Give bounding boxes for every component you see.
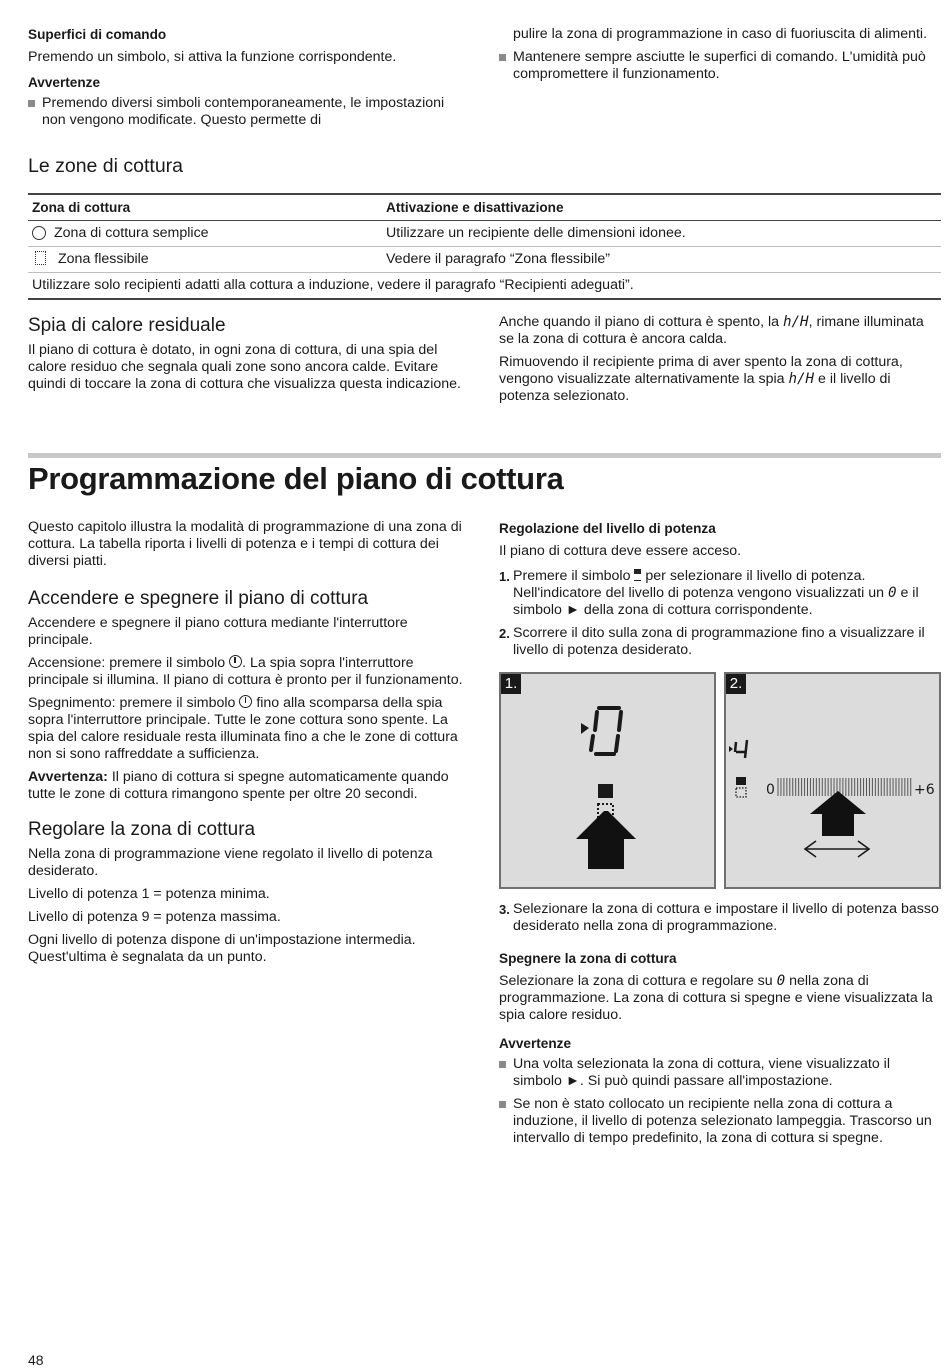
accendere-title: Accendere e spegnere il piano di cottura [28,588,369,609]
play-icon: ► [565,602,580,618]
seven-segment-zero [591,708,621,754]
accendere-p2 [28,655,468,689]
spegnere-notes-title: Avvertenze [499,1036,572,1051]
left-column [28,519,468,966]
accendere-p3 [28,695,468,763]
zone-select-icon [634,569,641,581]
prog-intro: Questo capitolo illustra la modalità di programmazione di una zona di cottura. La tabella riporta i livelli di potenza e i tempi di cottura dei diversi piatti. [28,519,462,569]
accendere-note-label: Avvertenza: [28,769,108,785]
power-icon [229,655,242,668]
circle-icon [32,226,46,240]
spegnere-text-start: Selezionare la zona di cottura e regolare su [499,973,773,989]
zona-semplice-label: Zona di cottura semplice [54,225,209,241]
livello-title: Regolazione del livello di potenza [499,521,716,536]
col-header-attivazione: Attivazione e disattivazione [382,195,941,221]
col-header-zona: Zona di cottura [28,195,382,221]
spegnere-note1-start: Una volta selezionata la zona di cottura, viene visualizzato il simbolo [513,1056,890,1089]
step-2-number: 2. [499,626,510,641]
spia-p2-end: , rimane illuminata se la zona di cottura è ancora calda. [499,314,924,347]
step-1-number: 1. [499,569,510,584]
slider-scale [778,778,911,796]
table-header-row [28,195,941,221]
figure-label-2: 2. [726,674,746,694]
table-cell: Vedere il paragrafo “Zona flessibile” [382,247,941,273]
step-1-part-c: e il simbolo [513,585,919,618]
accendere-p2-end: . La spia sopra l'interruttore principale si illumina. Il piano di cottura è pronto per il funzionamento. [28,655,463,688]
accendere-note [28,769,468,803]
spegnere-text [499,973,939,1024]
table-footer-row [28,273,941,300]
figure-1-drawing [501,674,714,887]
flex-zone-icon [35,251,46,265]
step-3-text: Selezionare la zona di cottura e impostare il livello di potenza basso desiderato nella zona di programmazione. [513,901,939,934]
spia-right-column [499,314,939,405]
right-column-top [499,520,939,659]
comandi-note2: Mantenere sempre asciutte le superfici di comando. L'umidità può compromettere il funzionamento. [499,49,939,83]
power-icon [239,695,252,708]
step-3-number: 3. [499,902,510,917]
spegnere-text-end: nella zona di programmazione. La zona di cottura si spegne e viene visualizzata la spia calore residuo. [499,973,933,1023]
comandi-notes-title: Avvertenze [28,75,101,90]
figure-2-drawing [726,674,939,887]
zone-title: Le zone di cottura [28,155,184,177]
spia-paragraph1: Il piano di cottura è dotato, in ogni zona di cottura, di una spia del calore residuo che segnala quali zone sono ancora calde. Evitare quindi di toccare la zona di cottura che visualizza questa indicazione. [28,342,461,392]
zone-table [28,195,941,300]
spegnere-note2: Se non è stato collocato un recipiente nella zona di cottura a induzione, il livello di potenza selezionato lampeggia. Trascorso un intervallo di tempo predefinito, la zona di cottura si spegne. [499,1096,939,1147]
chapter-title: Programmazione del piano di cottura [28,461,564,496]
livello-text: Il piano di cottura deve essere acceso. [499,543,742,559]
spia-paragraph3 [499,354,939,405]
chapter-rule [28,453,941,458]
spegnere-note1-end: . Si può quindi passare all'impostazione. [579,1073,833,1089]
regolare-p2: Livello di potenza 1 = potenza minima. [28,886,270,902]
spia-paragraph2 [499,314,939,348]
accendere-p2-start: Accensione: premere il simbolo [28,655,226,671]
spia-p2-start: Anche quando il piano di cottura è spento, la [499,314,780,330]
spia-p3-start: Rimuovendo il recipiente prima di aver spento la zona di cottura, vengono visualizzate alternativamente la spia [499,354,903,387]
step-2-text: Scorrere il dito sulla zona di programmazione fino a visualizzare il livello di potenza desiderato. [513,625,925,658]
spia-title: Spia di calore residuale [28,315,226,336]
play-icon: ► [565,1073,580,1089]
residual-heat-glyph: h/H [782,314,809,330]
zone-select-symbol [736,777,746,785]
spia-p3-end: e il livello di potenza selezionato. [499,371,891,404]
step-2 [499,625,939,659]
display-zero-glyph: 0 [887,585,897,601]
step-1 [499,568,939,619]
figure-panel-1 [499,672,716,889]
page-number: 48 [28,1352,44,1368]
comandi-right-column [499,26,939,83]
residual-heat-glyph: h/H [788,371,815,387]
comandi-title: Superfici di comando [28,27,167,42]
zone-table-wrapper [28,193,941,300]
step-1-part-b: per selezionare il livello di potenza. Nell'indicatore del livello di potenza vengono visualizzati un [513,568,885,601]
comandi-text: Premendo un simbolo, si attiva la funzione corrispondente. [28,49,397,65]
accendere-note-text: Il piano di cottura si spegne automaticamente quando tutte le zone di cottura rimangono spente per oltre 20 secondi. [28,769,449,802]
table-footer-note: Utilizzare solo recipienti adatti alla cottura a induzione, vedere il paragrafo “Recipienti adeguati”. [28,273,941,300]
display-zero-glyph: 0 [776,973,786,989]
swipe-arrow-icon [805,841,869,857]
comandi-note1-part1: Premendo diversi simboli contemporaneamente, le impostazioni non vengono modificate. Questo permette di [28,95,458,129]
comandi-note1-part2: pulire la zona di programmazione in caso di fuoriuscita di alimenti. [513,26,928,42]
accendere-p3-start: Spegnimento: premere il simbolo [28,695,236,711]
arrow-up-icon [576,811,636,869]
step-1-part-d: della zona di cottura corrispondente. [583,602,813,618]
zone-select-symbol [598,784,613,798]
table-cell [28,247,382,273]
figure-label-1: 1. [501,674,521,694]
right-column-bottom [499,901,939,1147]
step-1-part-a: Premere il simbolo [513,568,631,584]
play-indicator [581,723,589,734]
table-row [28,221,941,247]
slider-zero-label: 0 [766,782,775,798]
regolare-p3: Livello di potenza 9 = potenza massima. [28,909,281,925]
regolare-p1: Nella zona di programmazione viene regolato il livello di potenza desiderato. [28,846,433,879]
regolare-title: Regolare la zona di cottura [28,819,256,840]
spegnere-title: Spegnere la zona di cottura [499,951,677,966]
arrow-up-icon [810,791,866,836]
regolare-p4: Ogni livello di potenza dispone di un'impostazione intermedia. Quest'ultima è segnalata da un punto. [28,932,416,965]
table-cell [28,221,382,247]
accendere-p3-end: fino alla scomparsa della spia sopra l'interruttore principale. Tutte le zone cottura sono spente. La spia del calore residuale resta illuminata fino a che le zone di cottura non si sono raffreddate a sufficienza. [28,695,458,762]
table-cell: Utilizzare un recipiente delle dimensioni idonee. [382,221,941,247]
step-3 [499,901,939,935]
comandi-left-column [28,26,458,129]
spia-left-column [28,314,468,393]
figure-panel-2 [724,672,941,889]
slider-max-label: +6 [914,782,935,798]
seven-segment-four [735,740,747,758]
zona-flessibile-label: Zona flessibile [58,251,149,267]
spegnere-note1 [499,1056,939,1090]
accendere-p1: Accendere e spegnere il piano cottura mediante l'interruttore principale. [28,615,408,648]
table-row [28,247,941,273]
